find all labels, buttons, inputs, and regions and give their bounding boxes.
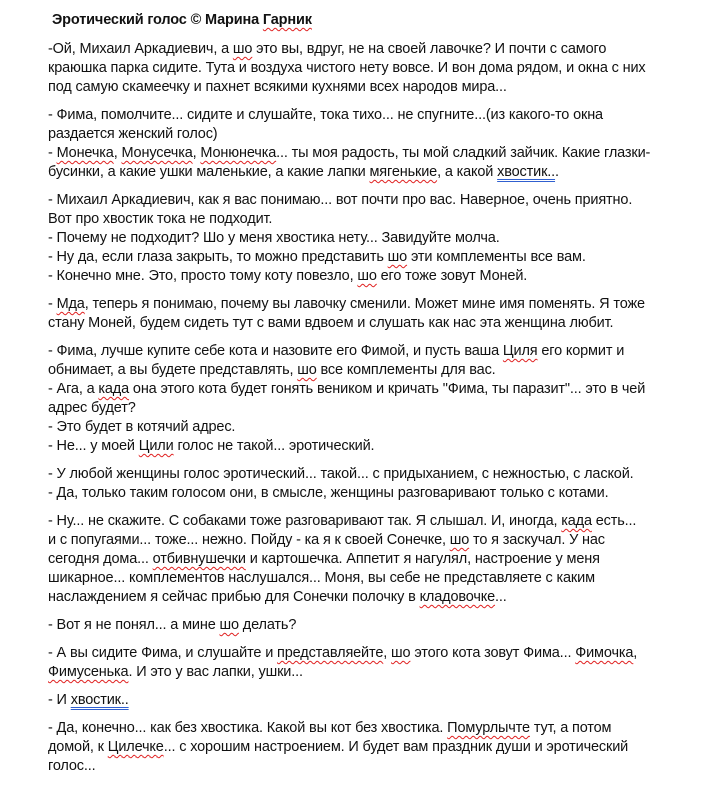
- paragraph: [48, 644, 688, 682]
- text-line: и с попугаями... тоже... нежно. Пойду - ка я к своей Сонечке, шо то я заскучал. У нас: [48, 532, 605, 548]
- spellcheck-flagged-word[interactable]: шо: [232, 41, 253, 57]
- paragraph: [48, 106, 688, 182]
- text-line: - Монечка, Монусечка, Монюнечка... ты моя радость, ты мой сладкий зайчик. Какие глазки-: [48, 145, 651, 161]
- text-line: - Почему не подходит? Шо у меня хвостика нету... Завидуйте молча.: [48, 230, 500, 246]
- text-line: - А вы сидите Фима, и слушайте и представляейте, шо этого кота зовут Фима... Фимочка,: [48, 645, 638, 661]
- text-line: обнимает, а вы будете представлять, шо все комплементы для вас.: [48, 362, 496, 378]
- grammar-flagged-word[interactable]: хвостик..: [497, 164, 556, 180]
- text-line: раздается женский голос): [48, 126, 218, 142]
- text-line: наслаждением я сейчас прибью для Сонечки полочку в кладовочке...: [48, 589, 507, 605]
- text-line: бусинки, а какие ушки маленькие, а какие лапки мягенькие, а какой хвостик...: [48, 164, 559, 180]
- text-line: - Фима, помолчите... сидите и слушайте, тока тихо... не спугните...(из какого-то окна: [48, 107, 603, 123]
- paragraph: [48, 616, 688, 635]
- text-line: - Ну да, если глаза закрыть, то можно представить шо эти комплементы все вам.: [48, 249, 586, 265]
- text-line: - Да, конечно... как без хвостика. Какой вы кот без хвостика. Помурлычте тут, а потом: [48, 720, 612, 736]
- spellcheck-flagged-word[interactable]: Цилечке: [107, 739, 164, 755]
- paragraph: [48, 295, 688, 333]
- text-line: стану Моней, будем сидеть тут с вами вдвоем и слушать как нас эта женщина любит.: [48, 315, 614, 331]
- text-line: - Ага, а када она этого кота будет гонять веником и кричать "Фима, ты паразит"... это в чей: [48, 381, 646, 397]
- text-line: сегодня дома... отбивнушечки и картошечка. Аппетит я нагулял, настроение у меня: [48, 551, 600, 567]
- spellcheck-flagged-word[interactable]: Монюнечка: [200, 145, 277, 161]
- text-line: - Ну... не скажите. С собаками тоже разговаривают так. Я слышал. И, иногда, када есть...: [48, 513, 637, 529]
- text-line: Вот про хвостик тока не подходит.: [48, 211, 273, 227]
- text-line: - И хвостик..: [48, 692, 129, 708]
- spellcheck-flagged-word[interactable]: Монечка: [56, 145, 114, 161]
- paragraph: [48, 191, 688, 286]
- spellcheck-flagged-word[interactable]: мягенькие: [369, 164, 438, 180]
- text-line: - Вот я не понял... а мине шо делать?: [48, 617, 297, 633]
- spellcheck-flagged-word[interactable]: Циля: [502, 343, 538, 359]
- paragraph: [48, 691, 688, 710]
- text-line: под самую скамеечку и пахнет всякими кухнями всех народов мира...: [48, 79, 507, 95]
- text-line: Фимусенька. И это у вас лапки, ушки...: [48, 664, 303, 680]
- document-title: Эротический голос © Марина Гарник: [52, 12, 312, 28]
- spellcheck-flagged-word[interactable]: шо: [297, 362, 317, 378]
- text-line: адрес будет?: [48, 400, 136, 416]
- spellcheck-flagged-word[interactable]: Помурлычте: [447, 720, 530, 736]
- spellcheck-flagged-word[interactable]: Гарник: [262, 12, 312, 28]
- text-line: - Михаил Аркадиевич, как я вас понимаю... вот почти про вас. Наверное, очень приятно.: [48, 192, 633, 208]
- document-paragraphs: [48, 40, 688, 776]
- paragraph: [48, 342, 688, 456]
- text-line: - Мда, теперь я понимаю, почему вы лавочку сменили. Может мине имя поменять. Я тоже: [48, 296, 645, 312]
- text-line: - Конечно мне. Это, просто тому коту повезло, шо его тоже зовут Моней.: [48, 268, 528, 284]
- spellcheck-flagged-word[interactable]: представляейте: [277, 645, 384, 661]
- text-line: - Это будет в котячий адрес.: [48, 419, 236, 435]
- grammar-flagged-word[interactable]: хвостик..: [70, 692, 129, 708]
- spellcheck-flagged-word[interactable]: шо: [387, 249, 408, 265]
- text-line: - Не... у моей Цили голос не такой... эротический.: [48, 438, 375, 454]
- spellcheck-flagged-word[interactable]: шо: [449, 532, 470, 548]
- spellcheck-flagged-word[interactable]: шо: [391, 645, 411, 661]
- text-line: - Фима, лучше купите себе кота и назовите его Фимой, и пусть ваша Циля его кормит и: [48, 343, 625, 359]
- spellcheck-flagged-word[interactable]: шо: [357, 268, 377, 284]
- paragraph: [48, 40, 688, 97]
- paragraph: [48, 719, 688, 776]
- spellcheck-flagged-word[interactable]: Цили: [138, 438, 174, 454]
- spellcheck-flagged-word[interactable]: када: [561, 513, 592, 529]
- text-line: -Ой, Михаил Аркадиевич, а шо это вы, вдруг, не на своей лавочке? И почти с самого: [48, 41, 607, 57]
- text-line: голос...: [48, 758, 96, 774]
- paragraph: [48, 465, 688, 503]
- spellcheck-flagged-word[interactable]: отбивнушечки: [152, 551, 246, 567]
- spellcheck-flagged-word[interactable]: кладовочке: [419, 589, 496, 605]
- text-line: - У любой женщины голос эротический... такой... с придыханием, с нежностью, с лаской.: [48, 466, 634, 482]
- text-line: шикарное... комплементов наслушался... Моня, вы себе не представляете с каким: [48, 570, 595, 586]
- text-line: краюшка парка сидите. Тута и воздуха чистого нету вовсе. И вон дома рядом, и окна с них: [48, 60, 646, 76]
- paragraph: [48, 512, 688, 607]
- spellcheck-flagged-word[interactable]: Фимусенька: [48, 664, 129, 680]
- spellcheck-flagged-word[interactable]: Мда: [56, 296, 85, 312]
- text-line: - Да, только таким голосом они, в смысле, женщины разговаривают только с котами.: [48, 485, 609, 501]
- spellcheck-flagged-word[interactable]: када: [98, 381, 130, 397]
- spellcheck-flagged-word[interactable]: шо: [219, 617, 239, 633]
- spellcheck-flagged-word[interactable]: Монусечка: [121, 145, 193, 161]
- spellcheck-flagged-word[interactable]: Фимочка: [575, 645, 634, 661]
- document-body: [48, 10, 688, 785]
- text-line: домой, к Цилечке... с хорошим настроением. И будет вам праздник души и эротический: [48, 739, 629, 755]
